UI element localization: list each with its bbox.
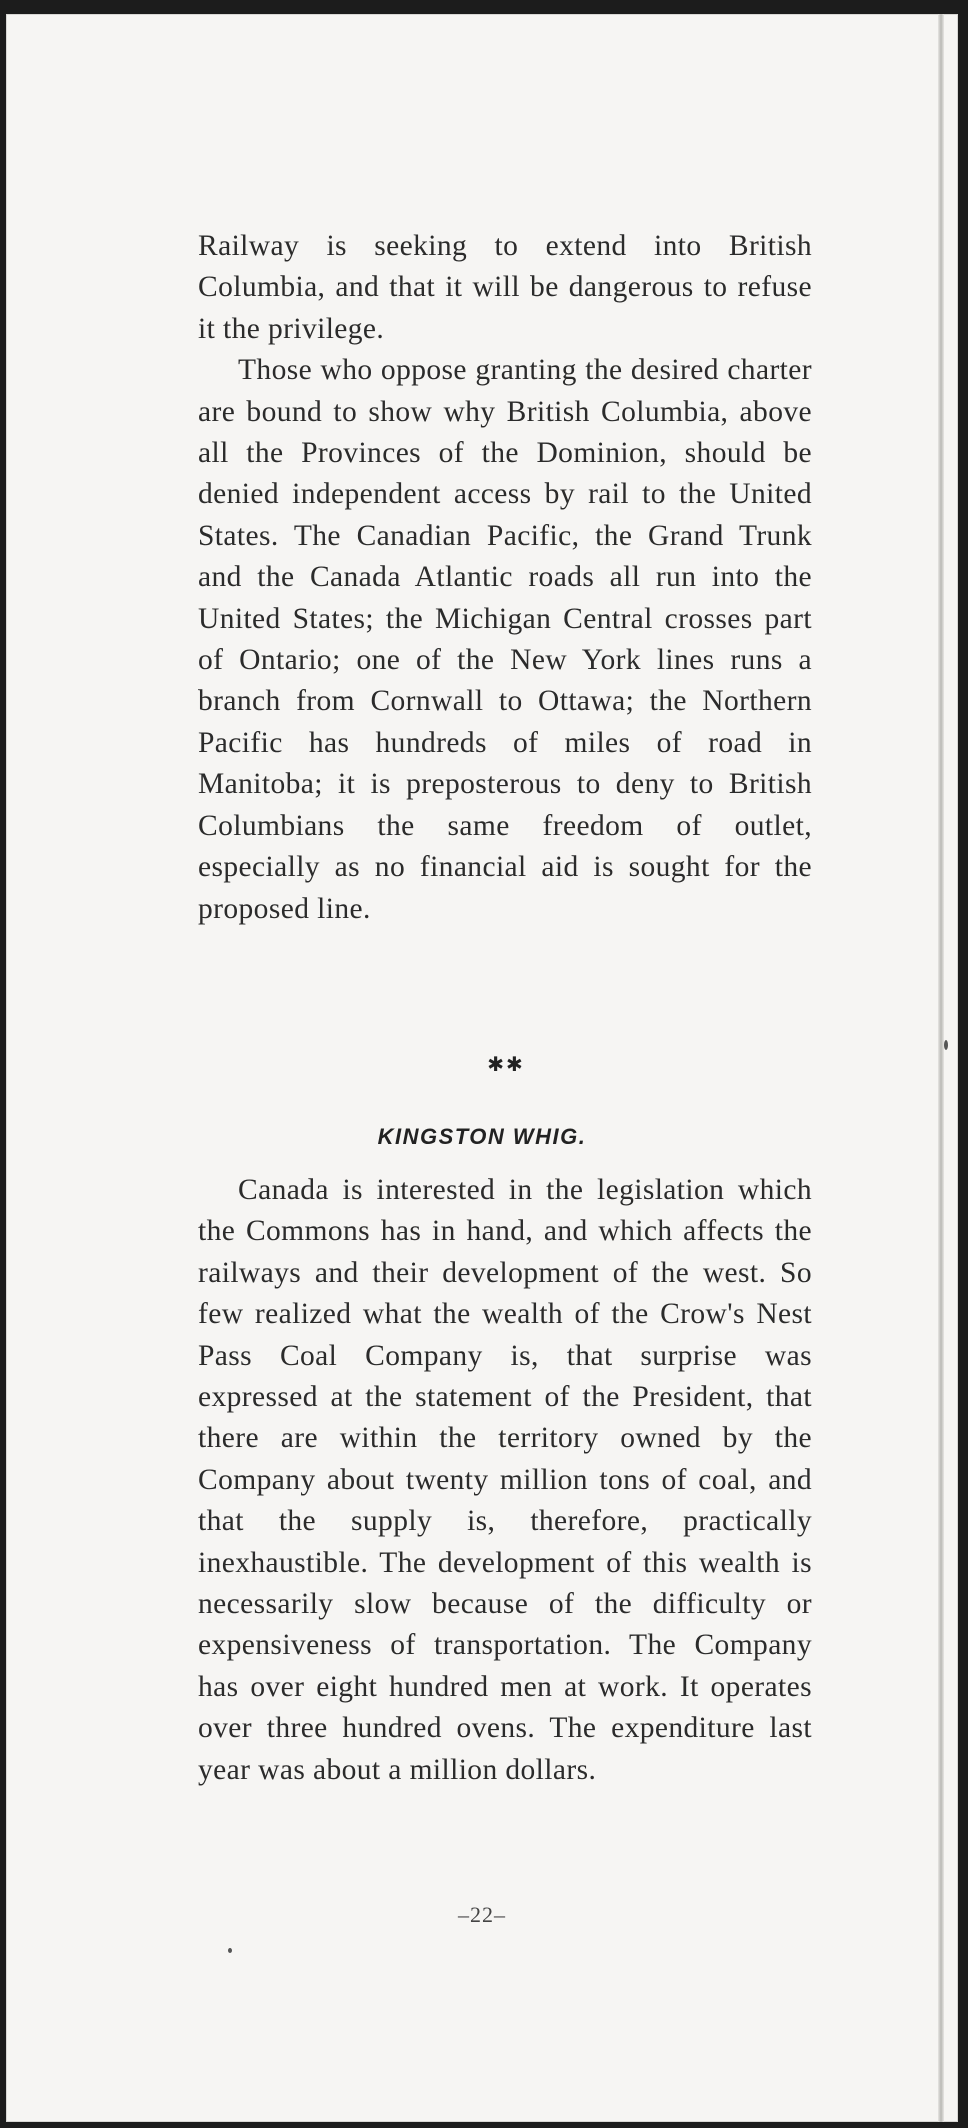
print-speck <box>228 1948 232 1953</box>
section-divider-ornament: ✱✱ <box>487 1054 525 1076</box>
section1-body <box>198 226 812 930</box>
section-heading-kingston-whig: KINGSTON WHIG. <box>377 1124 587 1149</box>
section1-paragraph-2: Those who oppose granting the desired charter are bound to show why British Columbia, above all the Provinces of the Dominion, should be denied independent access by rail to the United States. The Canadian Pacific, the Grand Trunk and the Canada Atlantic roads all run into the United States; the Michigan Central crosses part of Ontario; one of the New York lines runs a branch from Cornwall to Ottawa; the Northern Pacific has hundreds of miles of road in Manitoba; it is preposterous to deny to British Columbians the same freedom of outlet, especially as no financial aid is sought for the proposed line. <box>198 354 812 925</box>
page-spine-edge <box>938 14 944 2122</box>
section2-paragraph-1: Canada is interested in the legislation which the Commons has in hand, and which affects the railways and their development of the west. So few realized what the wealth of the Crow's Nest Pass Coal Company is, that surprise was expressed at the statement of the President, that there are within the territory owned by the Company about twenty million tons of coal, and that the supply is, therefore, practically inexhaustible. The development of this wealth is necessarily slow because of the difficulty or expensiveness of transportation. The Company has over eight hundred men at work. It operates over three hundred ovens. The expenditure last year was about a million dollars. <box>198 1174 812 1786</box>
document-page <box>6 14 958 2122</box>
section1-paragraph-1: Railway is seeking to extend into British Columbia, and that it will be dangerous to refuse it the privilege. <box>198 230 812 345</box>
section2-body <box>198 1170 812 1791</box>
print-speck <box>944 1040 948 1050</box>
page-number: –22– <box>458 1902 506 1927</box>
